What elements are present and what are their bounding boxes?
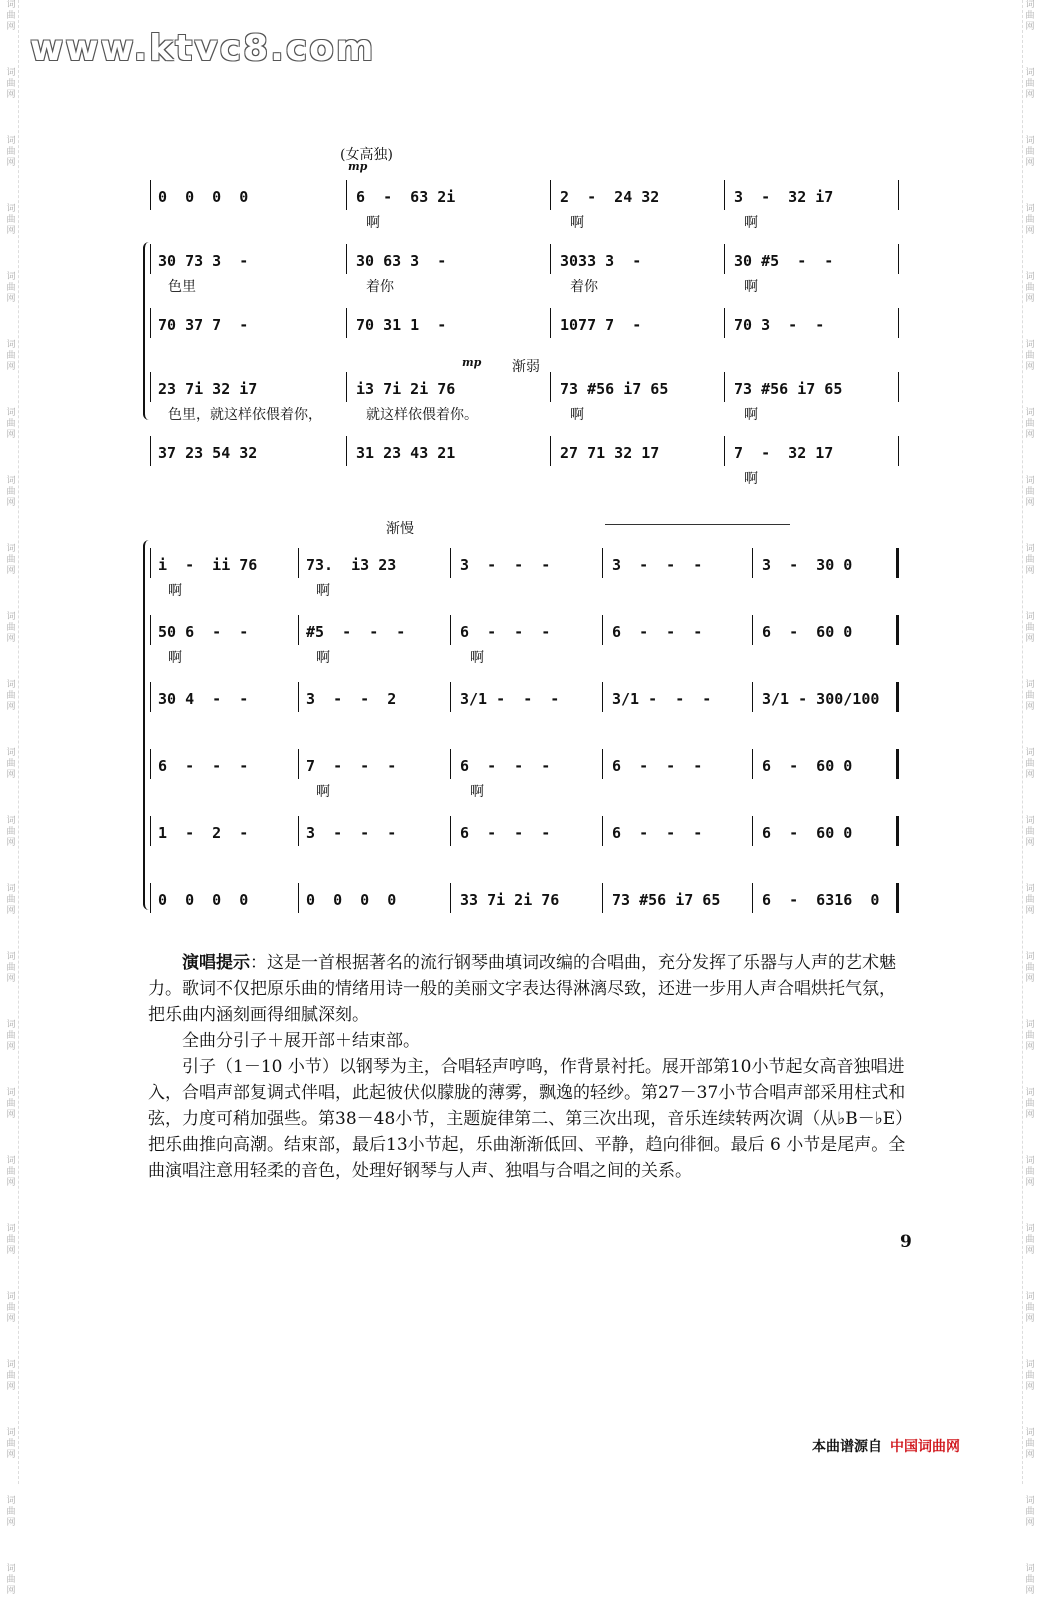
barline (298, 548, 299, 578)
barline (450, 883, 451, 913)
barline (298, 682, 299, 712)
measure-notes: 7 - - - (306, 757, 397, 775)
measure-lyrics: 啊 (744, 279, 758, 295)
score-line (150, 308, 902, 364)
measure-notes: i3 7i 2i 76 (356, 380, 456, 398)
measure-lyrics: 啊 (366, 215, 380, 231)
measure-notes: i - ii 76 (158, 556, 258, 574)
score-line (150, 548, 902, 604)
score-line (150, 436, 902, 492)
performance-notes: 演唱提示：这是一首根据著名的流行钢琴曲填词改编的合唱曲，充分发挥了乐器与人声的艺术魅力。歌词不仅把原乐曲的情绪用诗一般的美丽文字表达得淋漓尽致，还进一步用人声合唱烘托气氛，把乐曲内涵刻画得细腻深刻。 全曲分引子＋展开部＋结束部。 引子（1－10 小节）以钢琴为主，合唱轻声哼鸣，作背景衬托。展开部第10小节起女高音独唱进入，合唱声部复调式伴唱，此起彼伏似朦胧的薄雾，飘逸的轻纱。第27－37小节合唱声部采用柱式和弦，力度可稍加强些。第38－48小节，主题旋律第二、第三次出现，音乐连续转两次调（从♭B－♭E）把乐曲推向高潮。结束部，最后13小节起，乐曲渐渐低回、平静，趋向徘徊。最后 6 小节是尾声。全曲演唱注意用轻柔的音色，处理好钢琴与人声、独唱与合唱之间的关系。 (148, 950, 908, 1184)
barline (896, 749, 899, 779)
site-watermark: www.ktvc8.com (30, 28, 376, 69)
measure-notes: 3 - - - (460, 556, 551, 574)
measure-notes: 3/1 - - - (612, 690, 712, 708)
measure-lyrics: 啊 (744, 215, 758, 231)
measure-notes: 73. i3 23 (306, 556, 397, 574)
barline (150, 180, 151, 210)
measure-notes: 3/1 - - - (460, 690, 560, 708)
notes-paragraph-2: 全曲分引子＋展开部＋结束部。 (182, 1031, 420, 1051)
measure-notes: 70 37 7 - (158, 316, 249, 334)
barline (896, 883, 899, 913)
measure-notes: 6 - - - (460, 824, 551, 842)
barline (150, 548, 151, 578)
barline (150, 308, 151, 338)
barline (550, 180, 551, 210)
measure-notes: 6 - - - (158, 757, 249, 775)
barline (752, 749, 753, 779)
barline (550, 244, 551, 274)
measure-lyrics: 啊 (316, 784, 330, 800)
barline (450, 816, 451, 846)
measure-notes: 6 - - - (612, 623, 703, 641)
barline (896, 682, 899, 712)
barline (898, 308, 899, 338)
measure-notes: 3/1 - 300/100 (762, 690, 880, 708)
barline (550, 372, 551, 402)
page-number: 9 (900, 1232, 912, 1252)
barline (752, 615, 753, 645)
measure-notes: 33 7i 2i 76 (460, 891, 560, 909)
score-line (150, 180, 902, 236)
score-line (150, 244, 902, 300)
footer-site-name: 中国词曲网 (890, 1439, 960, 1455)
measure-notes: 6 - - - (612, 757, 703, 775)
barline (896, 615, 899, 645)
measure-lyrics: 啊 (316, 583, 330, 599)
measure-notes: 6 - 60 0 (762, 623, 853, 641)
measure-notes: 3 - 32 i7 (734, 188, 834, 206)
barline (346, 180, 347, 210)
barline (346, 244, 347, 274)
measure-lyrics: 就这样依偎着你。 (366, 407, 478, 423)
score-line (150, 615, 902, 671)
tempo-ritardando: 渐慢 (386, 521, 414, 537)
barline (602, 749, 603, 779)
measure-notes: 37 23 54 32 (158, 444, 258, 462)
measure-notes: 3 - - - (306, 824, 397, 842)
barline (898, 436, 899, 466)
barline (602, 816, 603, 846)
score-line (150, 749, 902, 805)
measure-notes: 50 6 - - (158, 623, 249, 641)
solo-label: (女高独) (340, 147, 393, 163)
score-line (150, 816, 902, 872)
notes-heading: 演唱提示 (182, 953, 250, 973)
measure-notes: 0 0 0 0 (306, 891, 397, 909)
measure-notes: 31 23 43 21 (356, 444, 456, 462)
barline (150, 816, 151, 846)
dynamic-dim: 渐弱 (512, 359, 540, 375)
measure-notes: 30 4 - - (158, 690, 249, 708)
notes-paragraph-3: 引子（1－10 小节）以钢琴为主，合唱轻声哼鸣，作背景衬托。展开部第10小节起女高音独唱进入，合唱声部复调式伴唱，此起彼伏似朦胧的薄雾，飘逸的轻纱。第27－37小节合唱声部采用柱式和弦，力度可稍加强些。第38－48小节，主题旋律第二、第三次出现，音乐连续转两次调（从♭B－♭E）把乐曲推向高潮。结束部，最后13小节起，乐曲渐渐低回、平静，趋向徘徊。最后 6 小节是尾声。全曲演唱注意用轻柔的音色，处理好钢琴与人声、独唱与合唱之间的关系。 (148, 1057, 906, 1181)
measure-notes: 0 0 0 0 (158, 891, 249, 909)
measure-notes: 73 #56 i7 65 (734, 380, 843, 398)
measure-notes: 23 7i 32 i7 (158, 380, 258, 398)
barline (346, 308, 347, 338)
score-line (150, 883, 902, 939)
measure-notes: 6 - - - (460, 623, 551, 641)
footer-credit (812, 1436, 960, 1456)
dynamic-mp: mp (348, 160, 368, 173)
barline (896, 816, 899, 846)
measure-notes: 2 - 24 32 (560, 188, 660, 206)
measure-lyrics: 啊 (744, 471, 758, 487)
barline (150, 244, 151, 274)
barline (752, 816, 753, 846)
barline (298, 749, 299, 779)
barline (724, 436, 725, 466)
barline (298, 883, 299, 913)
measure-lyrics: 着你 (570, 279, 598, 295)
notes-paragraph-1: 这是一首根据著名的流行钢琴曲填词改编的合唱曲，充分发挥了乐器与人声的艺术魅力。歌词不仅把原乐曲的情绪用诗一般的美丽文字表达得淋漓尽致，还进一步用人声合唱烘托气氛，把乐曲内涵刻画得细腻深刻。 (148, 953, 896, 1025)
barline (450, 615, 451, 645)
barline (450, 548, 451, 578)
measure-notes: 73 #56 i7 65 (612, 891, 721, 909)
barline (896, 548, 899, 578)
barline (898, 244, 899, 274)
barline (550, 436, 551, 466)
crescendo-hairpin (605, 524, 790, 527)
dynamic-mp-2: mp (462, 356, 482, 369)
barline (150, 749, 151, 779)
barline (550, 308, 551, 338)
measure-lyrics: 啊 (168, 583, 182, 599)
footer-source-label: 本曲谱源自 (812, 1439, 882, 1455)
barline (752, 682, 753, 712)
barline (602, 682, 603, 712)
measure-notes: 3 - 30 0 (762, 556, 853, 574)
measure-notes: 6 - - - (460, 757, 551, 775)
score-line (150, 372, 902, 428)
measure-notes: 30 63 3 - (356, 252, 447, 270)
measure-notes: 70 31 1 - (356, 316, 447, 334)
barline (724, 308, 725, 338)
measure-notes: 3033 3 - (560, 252, 642, 270)
barline (602, 883, 603, 913)
barline (724, 372, 725, 402)
barline (150, 883, 151, 913)
measure-notes: 6 - 63 2i (356, 188, 456, 206)
measure-notes: 3 - - - (612, 556, 703, 574)
measure-lyrics: 啊 (570, 215, 584, 231)
barline (752, 883, 753, 913)
measure-lyrics: 啊 (168, 650, 182, 666)
measure-notes: 1 - 2 - (158, 824, 249, 842)
barline (602, 548, 603, 578)
measure-notes: 0 0 0 0 (158, 188, 249, 206)
measure-notes: #5 - - - (306, 623, 406, 641)
barline (450, 749, 451, 779)
measure-lyrics: 色里 (168, 279, 196, 295)
barline (150, 682, 151, 712)
barline (450, 682, 451, 712)
measure-notes: 7 - 32 17 (734, 444, 834, 462)
barline (346, 372, 347, 402)
measure-notes: 6 - 60 0 (762, 757, 853, 775)
barline (150, 436, 151, 466)
measure-notes: 3 - - 2 (306, 690, 397, 708)
measure-lyrics: 啊 (470, 784, 484, 800)
score-line (150, 682, 902, 738)
barline (602, 615, 603, 645)
measure-lyrics: 啊 (470, 650, 484, 666)
measure-notes: 73 #56 i7 65 (560, 380, 669, 398)
measure-notes: 27 71 32 17 (560, 444, 660, 462)
barline (724, 180, 725, 210)
side-watermark-right: 词曲网 词曲网 词曲网 词曲网 词曲网 词曲网 词曲网 词曲网 词曲网 词曲网 词曲网 词曲网 词曲网 词曲网 词曲网 词曲网 词曲网 词曲网 词曲网 词曲网 词曲网 词曲网 词曲网 词曲网 (1022, 0, 1037, 1484)
barline (150, 372, 151, 402)
barline (898, 180, 899, 210)
measure-notes: 1077 7 - (560, 316, 642, 334)
measure-lyrics: 啊 (744, 407, 758, 423)
barline (752, 548, 753, 578)
measure-notes: 6 - - - (612, 824, 703, 842)
measure-notes: 6 - 6316 0 (762, 891, 880, 909)
barline (298, 615, 299, 645)
measure-notes: 30 #5 - - (734, 252, 834, 270)
measure-lyrics: 着你 (366, 279, 394, 295)
measure-notes: 6 - 60 0 (762, 824, 853, 842)
barline (298, 816, 299, 846)
barline (724, 244, 725, 274)
measure-lyrics: 啊 (316, 650, 330, 666)
barline (898, 372, 899, 402)
measure-lyrics: 啊 (570, 407, 584, 423)
side-watermark-left: 词曲网 词曲网 词曲网 词曲网 词曲网 词曲网 词曲网 词曲网 词曲网 词曲网 词曲网 词曲网 词曲网 词曲网 词曲网 词曲网 词曲网 词曲网 词曲网 词曲网 词曲网 词曲网 词曲网 词曲网 (4, 0, 19, 1484)
measure-notes: 70 3 - - (734, 316, 825, 334)
barline (150, 615, 151, 645)
barline (346, 436, 347, 466)
measure-lyrics: 色里，就这样依偎着你， (168, 407, 322, 423)
measure-notes: 30 73 3 - (158, 252, 249, 270)
